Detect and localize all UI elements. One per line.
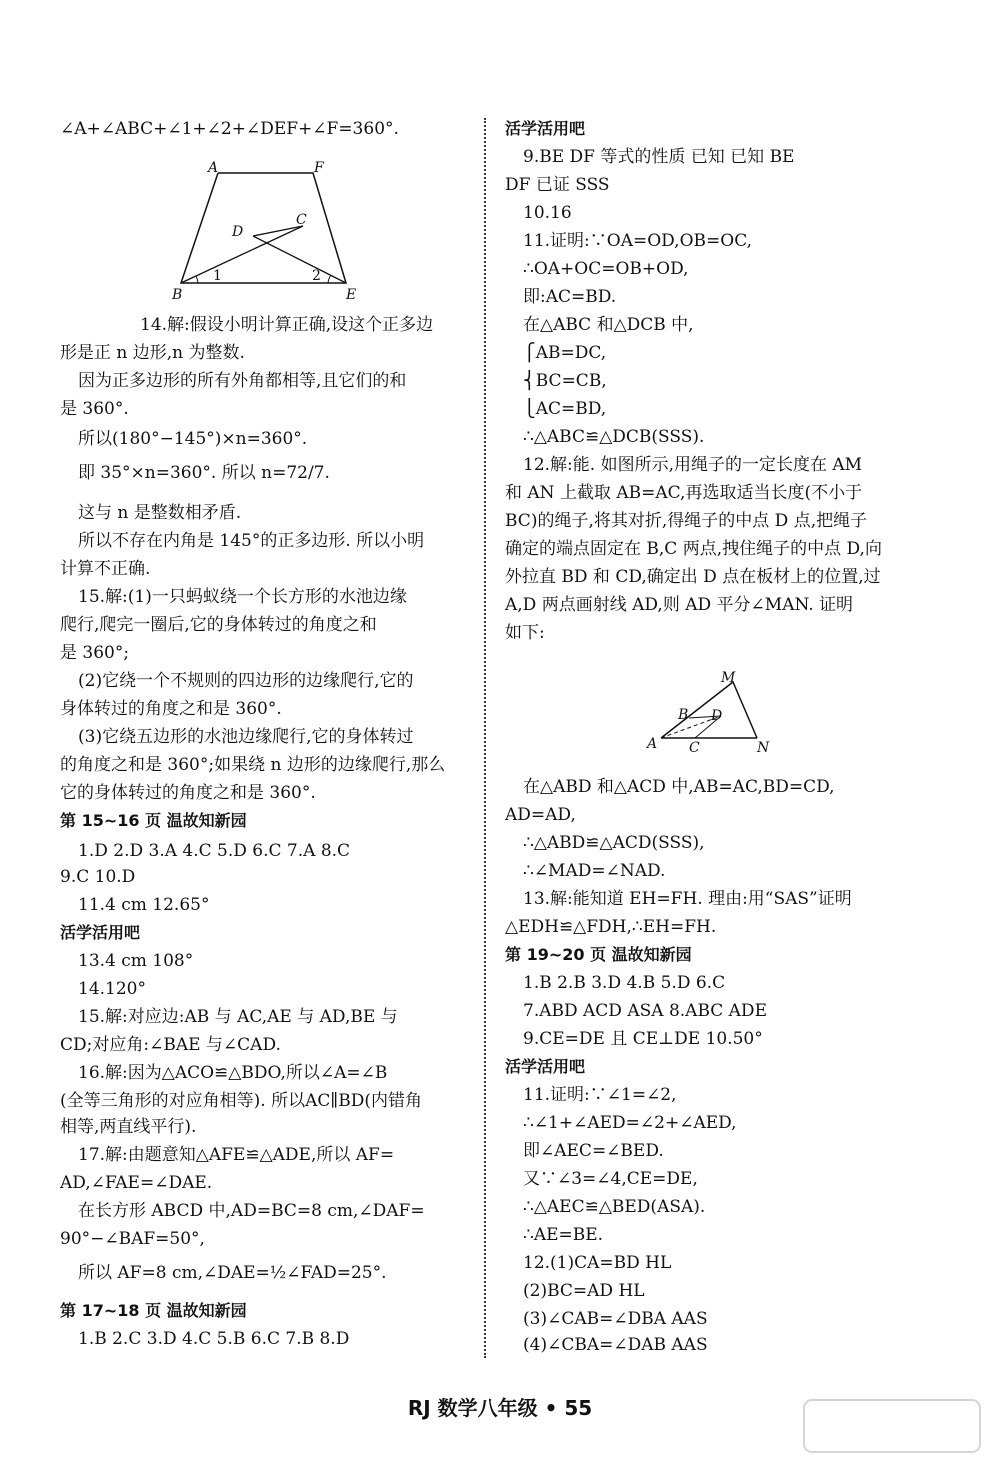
answer-line: ⎩AC=BD, [523, 399, 607, 419]
answer-line: (2)BC=AD HL [523, 1281, 645, 1301]
answer-line: ∴∠1+∠AED=∠2+∠AED, [523, 1113, 737, 1133]
answer-line: 爬行,爬完一圈后,它的身体转过的角度之和 [60, 615, 377, 635]
fig2-label-C: C [689, 740, 700, 756]
answer-line: 12.解:能. 如图所示,用绳子的一定长度在 AM [523, 455, 863, 475]
fig1-label-A: A [208, 160, 219, 176]
answer-line: 14.解:假设小明计算正确,设这个正多边 [140, 315, 434, 335]
answer-line: ∴△ABC≌△DCB(SSS). [523, 427, 705, 447]
answer-line: 9.C 10.D [60, 867, 136, 887]
answer-line: 17.解:由题意知△AFE≌△ADE,所以 AF= [78, 1145, 395, 1165]
answer-line: 即:AC=BD. [523, 287, 617, 307]
figure-trapezoid [168, 158, 368, 308]
answer-line: CD;对应角:∠BAE 与∠CAD. [60, 1035, 281, 1055]
fig1-label-E: E [346, 287, 357, 303]
answer-line: 形是正 n 边形,n 为整数. [60, 343, 245, 363]
answer-line: 15.解:(1)一只蚂蚁绕一个长方形的水池边缘 [78, 587, 407, 607]
answer-line: (4)∠CBA=∠DAB AAS [523, 1335, 708, 1355]
answer-line: 90°−∠BAF=50°, [60, 1229, 205, 1249]
answer-line: 的角度之和是 360°;如果绕 n 边形的边缘爬行,那么 [60, 755, 446, 775]
answer-line: 确定的端点固定在 B,C 两点,拽住绳子的中点 D,向 [505, 539, 882, 559]
answer-line: 是 360°; [60, 643, 130, 663]
answer-line: 10.16 [523, 203, 572, 223]
answer-line: 12.(1)CA=BD HL [523, 1253, 672, 1273]
section-heading: 第 17~18 页 温故知新园 [60, 1301, 247, 1320]
fig2-label-N: N [757, 740, 770, 756]
watermark-logo [802, 1396, 982, 1456]
answer-line: 计算不正确. [60, 559, 151, 579]
answer-line: A,D 两点画射线 AD,则 AD 平分∠MAN. 证明 [505, 595, 854, 615]
answer-line: 是 360°. [60, 399, 129, 419]
answer-line: 因为正多边形的所有外角都相等,且它们的和 [78, 371, 407, 391]
answer-line: ⎧AB=DC, [523, 343, 607, 363]
page-footer: RJ 数学八年级 • 55 [407, 1396, 593, 1420]
answer-line: 11.证明:∵OA=OD,OB=OC, [523, 231, 753, 251]
fig1-label-D: D [232, 224, 244, 240]
answer-line: 它的身体转过的角度之和是 360°. [60, 783, 316, 803]
answer-line: 身体转过的角度之和是 360°. [60, 699, 282, 719]
answer-line: 所以(180°−145°)×n=360°. [78, 429, 308, 449]
fig2-label-D: D [711, 708, 723, 724]
answer-line: 这与 n 是整数相矛盾. [78, 503, 242, 523]
section-heading: 活学活用吧 [60, 923, 141, 942]
answer-line: △EDH≌△FDH,∴EH=FH. [505, 917, 717, 937]
answer-line: 15.解:对应边:AB 与 AC,AE 与 AD,BE 与 [78, 1007, 398, 1027]
answer-line: 和 AN 上截取 AB=AC,再选取适当长度(不小于 [505, 483, 863, 503]
answer-line: 即 35°×n=360°. 所以 n=72/7. [78, 463, 330, 483]
answer-line: (2)它绕一个不规则的四边形的边缘爬行,它的 [78, 671, 414, 691]
section-heading: 第 15~16 页 温故知新园 [60, 811, 247, 830]
answer-line: (3)∠CAB=∠DBA AAS [523, 1309, 708, 1329]
answer-line: DF 已证 SSS [505, 175, 610, 195]
section-heading: 第 19~20 页 温故知新园 [505, 945, 692, 964]
fig2-label-M: M [721, 670, 736, 686]
answer-line: 所以不存在内角是 145°的正多边形. 所以小明 [78, 531, 425, 551]
answer-line: 7.ABD ACD ASA 8.ABC ADE [523, 1001, 767, 1021]
answer-line: ∴OA+OC=OB+OD, [523, 259, 689, 279]
answer-line: ∴∠MAD=∠NAD. [523, 861, 666, 881]
fig1-label-C: C [296, 212, 307, 228]
answer-line: 在△ABC 和△DCB 中, [523, 315, 694, 335]
answer-line: 13.4 cm 108° [78, 951, 194, 971]
fig1-label-1: 1 [213, 268, 222, 284]
figure-angle-bisector [645, 668, 785, 758]
fig1-label-B: B [172, 287, 183, 303]
answer-line: 1.D 2.D 3.A 4.C 5.D 6.C 7.A 8.C [78, 841, 351, 861]
answer-line: 13.解:能知道 EH=FH. 理由:用“SAS”证明 [523, 889, 852, 909]
answer-line: 外拉直 BD 和 CD,确定出 D 点在板材上的位置,过 [505, 567, 881, 587]
section-heading: 活学活用吧 [505, 119, 586, 138]
answer-line: ∴△AEC≌△BED(ASA). [523, 1197, 706, 1217]
answer-line: ⎨BC=CB, [523, 371, 607, 391]
answer-line: 1.B 2.C 3.D 4.C 5.B 6.C 7.B 8.D [78, 1329, 350, 1349]
fig1-label-F: F [314, 160, 324, 176]
answer-line: 9.BE DF 等式的性质 已知 已知 BE [523, 147, 795, 167]
column-divider [484, 118, 486, 1358]
answer-line: 11.证明:∵∠1=∠2, [523, 1085, 677, 1105]
fig2-label-A: A [647, 736, 658, 752]
answer-line: 即∠AEC=∠BED. [523, 1141, 664, 1161]
section-heading: 活学活用吧 [505, 1057, 586, 1076]
answer-line: 11.4 cm 12.65° [78, 895, 210, 915]
answer-line: 9.CE=DE 且 CE⊥DE 10.50° [523, 1029, 763, 1049]
answer-line: AD=AD, [505, 805, 576, 825]
answer-line: 1.B 2.B 3.D 4.B 5.D 6.C [523, 973, 726, 993]
answer-line: AD,∠FAE=∠DAE. [60, 1173, 213, 1193]
answer-line: 又∵∠3=∠4,CE=DE, [523, 1169, 698, 1189]
answer-line: 在长方形 ABCD 中,AD=BC=8 cm,∠DAF= [78, 1201, 425, 1221]
answer-line: 如下: [505, 623, 545, 643]
answer-line: ∴△ABD≌△ACD(SSS), [523, 833, 705, 853]
fig1-label-2: 2 [312, 268, 321, 284]
answer-line: 14.120° [78, 979, 146, 999]
answer-line: BC)的绳子,将其对折,得绳子的中点 D 点,把绳子 [505, 511, 868, 531]
answer-line: 16.解:因为△ACO≌△BDO,所以∠A=∠B [78, 1063, 388, 1083]
fig2-label-B: B [678, 707, 689, 723]
answer-line: 所以 AF=8 cm,∠DAE=½∠FAD=25°. [78, 1263, 387, 1283]
answer-line: (全等三角形的对应角相等). 所以AC∥BD(内错角 [60, 1091, 422, 1111]
answer-line: 相等,两直线平行). [60, 1117, 197, 1137]
answer-line: ∴AE=BE. [523, 1225, 604, 1245]
answer-line: (3)它绕五边形的水池边缘爬行,它的身体转过 [78, 727, 414, 747]
answer-line: ∠A+∠ABC+∠1+∠2+∠DEF+∠F=360°. [60, 119, 399, 139]
answer-line: 在△ABD 和△ACD 中,AB=AC,BD=CD, [523, 777, 835, 797]
